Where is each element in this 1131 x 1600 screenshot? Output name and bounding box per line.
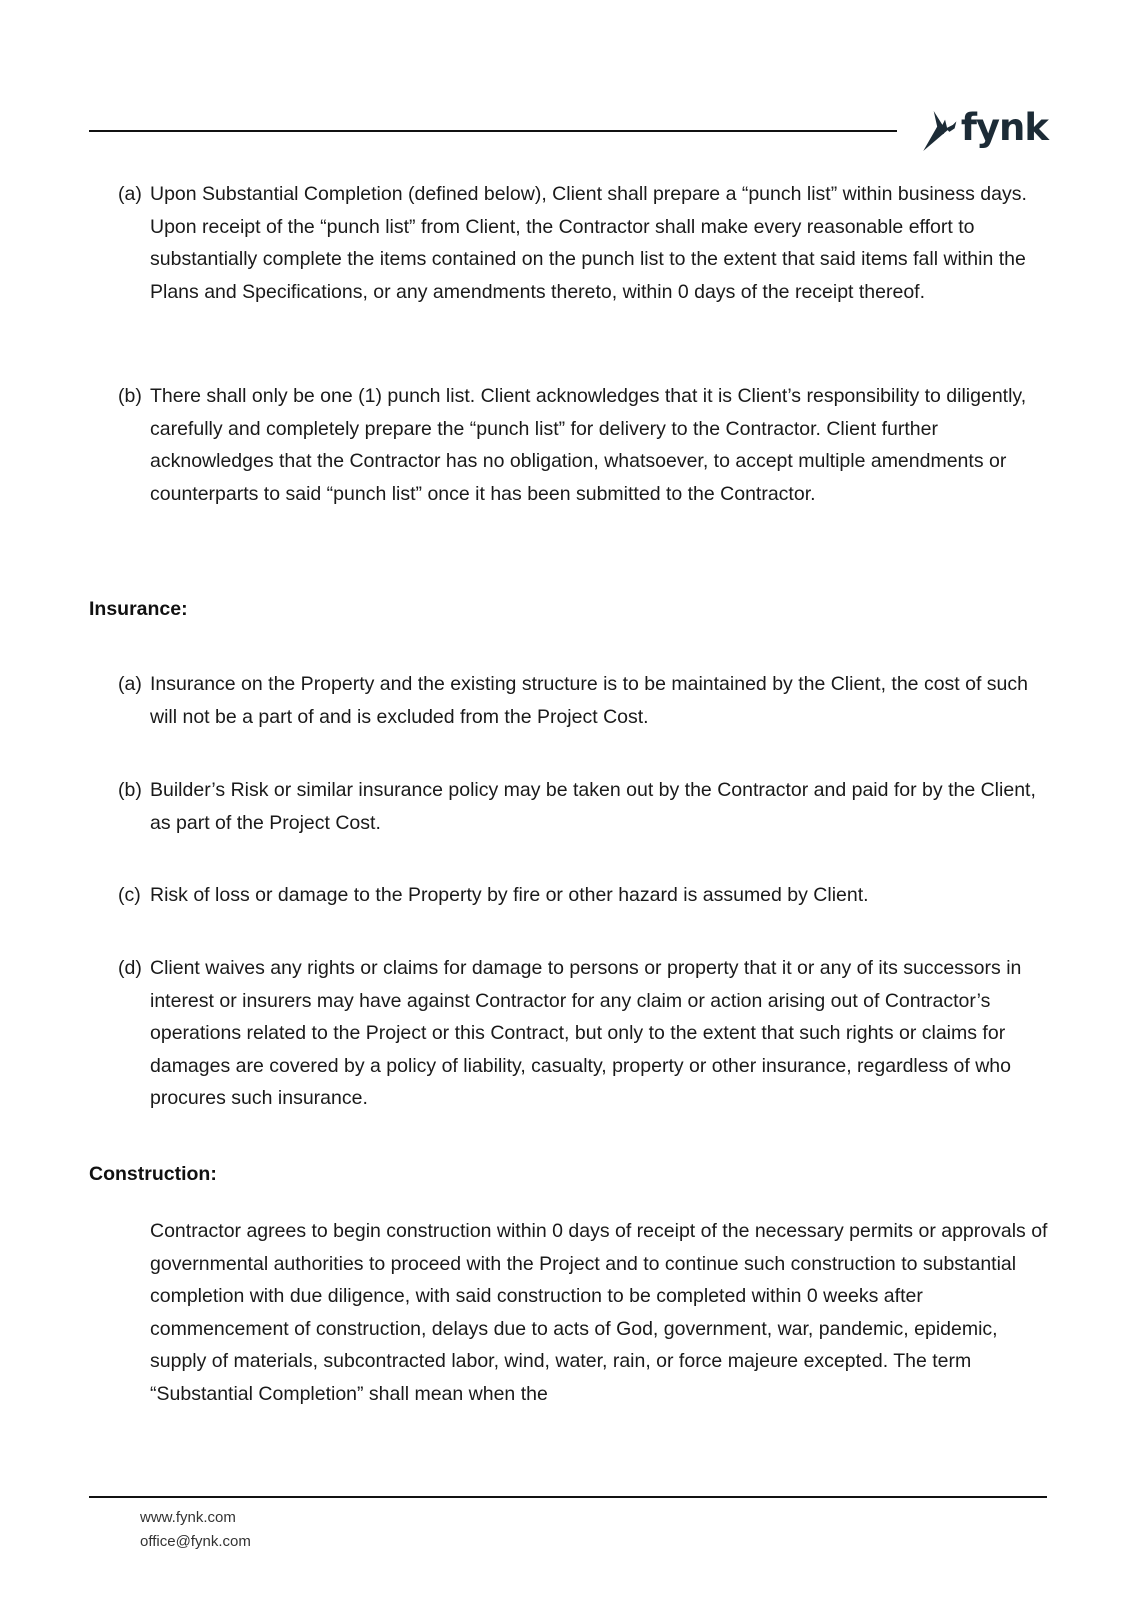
footer-email: office@fynk.com bbox=[140, 1533, 251, 1550]
punch-list-item-a bbox=[118, 178, 1048, 308]
footer-website: www.fynk.com bbox=[140, 1509, 236, 1526]
construction-paragraph: Contractor agrees to begin construction within 0 days of receipt of the necessary permits or approvals of governmental authorities to proceed with the Project and to continue such construction to substantial completion with due diligence, with said construction to be completed within 0 weeks after commencement of construction, delays due to acts of God, government, war, pandemic, epidemic, supply of materials, subcontracted labor, wind, water, rain, or force majeure excepted. The term “Substantial Completion” shall mean when the bbox=[150, 1220, 1048, 1405]
insurance-heading: Insurance: bbox=[89, 598, 188, 620]
item-marker: (a) bbox=[118, 183, 142, 205]
item-text: Risk of loss or damage to the Property by fire or other hazard is assumed by Client. bbox=[150, 884, 869, 906]
item-text: Builder’s Risk or similar insurance policy may be taken out by the Contractor and paid for by the Client, as part of the Project Cost. bbox=[150, 779, 1036, 834]
item-marker: (c) bbox=[118, 884, 141, 906]
item-text: Upon Substantial Completion (defined below), Client shall prepare a “punch list” within business days. Upon receipt of the “punch list” from Client, the Contractor shall make every reasonable effort to substantially complete the items contained on the punch list to the extent that said items fall within the Plans and Specifications, or any amendments thereto, within 0 days of the receipt thereof. bbox=[150, 183, 1027, 303]
item-marker: (d) bbox=[118, 957, 142, 979]
footer bbox=[140, 1506, 251, 1554]
header-rule bbox=[89, 130, 897, 132]
insurance-item-d bbox=[118, 952, 1048, 1115]
item-marker: (b) bbox=[118, 385, 142, 407]
bird-logo-icon bbox=[918, 104, 967, 158]
item-marker: (b) bbox=[118, 779, 142, 801]
brand-logo bbox=[918, 104, 1048, 158]
item-marker: (a) bbox=[118, 673, 142, 695]
punch-list-item-b bbox=[118, 380, 1048, 510]
brand-name: fynk bbox=[960, 105, 1048, 149]
item-text: There shall only be one (1) punch list. Client acknowledges that it is Client’s responsibility to diligently, carefully and completely prepare the “punch list” for delivery to the Contractor. Client further acknowledges that the Contractor has no obligation, whatsoever, to accept multiple amendments or counterparts to said “punch list” once it has been submitted to the Contractor. bbox=[150, 385, 1027, 505]
item-text: Client waives any rights or claims for damage to persons or property that it or any of its successors in interest or insurers may have against Contractor for any claim or action arising out of Contractor’s operations related to the Project or this Contract, but only to the extent that such rights or claims for damages are covered by a policy of liability, casualty, property or other insurance, regardless of who procures such insurance. bbox=[150, 957, 1022, 1109]
insurance-item-a bbox=[118, 668, 1048, 733]
insurance-item-c bbox=[118, 879, 1048, 912]
insurance-item-b bbox=[118, 774, 1048, 839]
item-text: Insurance on the Property and the existing structure is to be maintained by the Client, the cost of such will not be a part of and is excluded from the Project Cost. bbox=[150, 673, 1028, 728]
footer-rule bbox=[89, 1496, 1047, 1498]
construction-heading: Construction: bbox=[89, 1163, 217, 1185]
